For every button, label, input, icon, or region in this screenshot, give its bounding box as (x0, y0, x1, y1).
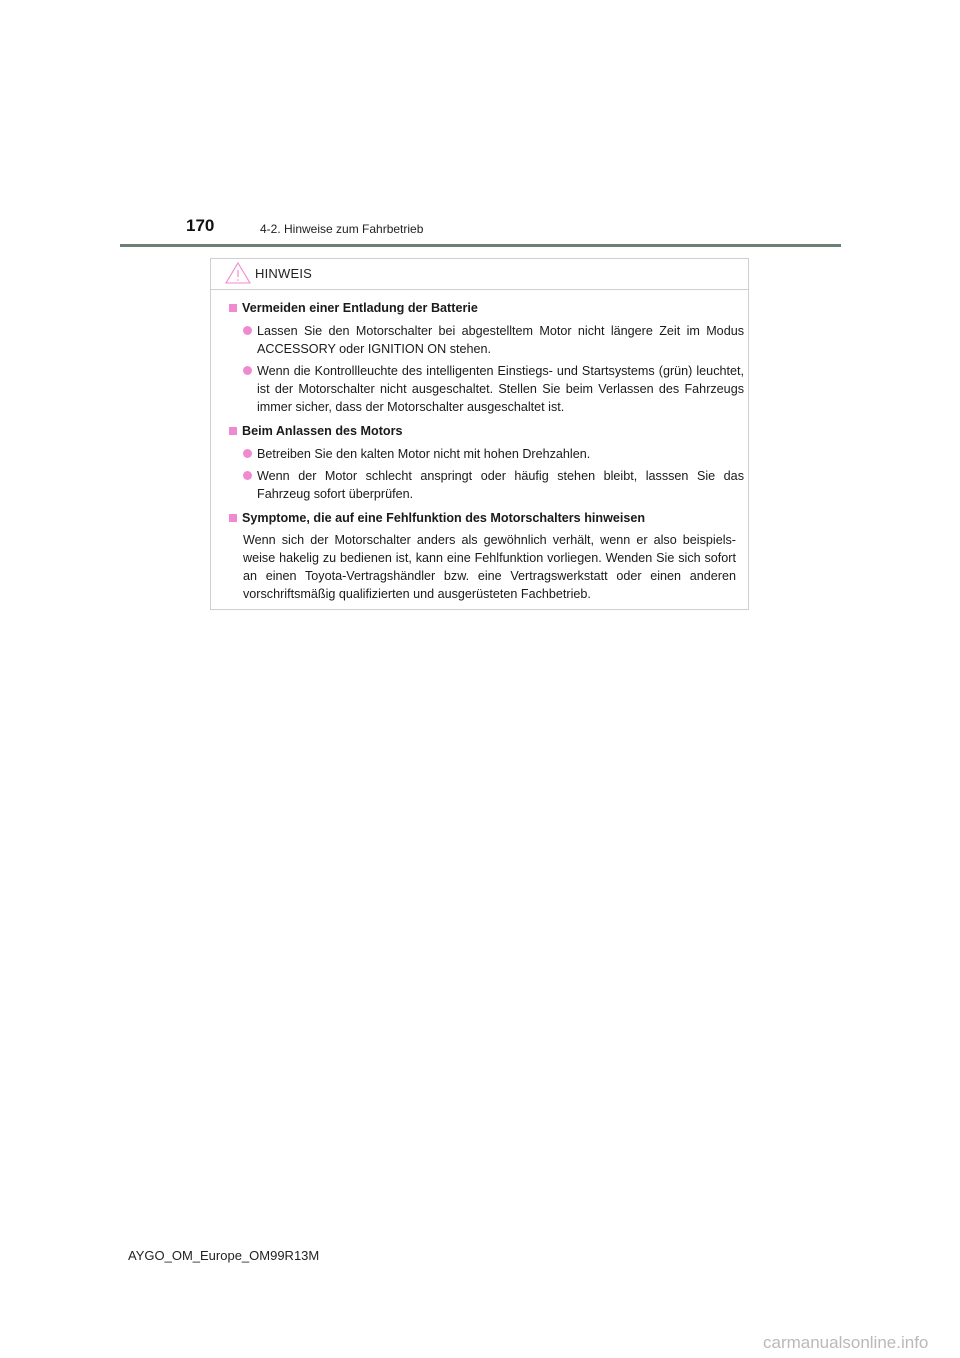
list-item-text: Wenn der Motor schlecht anspringt oder häufig stehen bleibt, lasssen Sie das Fahrzeug sofort überprüfen. (257, 469, 744, 501)
list-item (243, 467, 744, 503)
notice-body (211, 299, 750, 609)
topic-title-text: Vermeiden einer Entladung der Batterie (242, 301, 478, 315)
header-rule (120, 244, 841, 247)
square-bullet-icon (229, 514, 237, 522)
list-item-text: Betreiben Sie den kalten Motor nicht mit hohen Drehzahlen. (257, 447, 591, 461)
list-item-text: Lassen Sie den Motorschalter bei abgestelltem Motor nicht längere Zeit im Modus ACCESSORY oder IGNITION ON stehen. (257, 324, 744, 356)
notice-heading: HINWEIS (255, 266, 313, 281)
warning-triangle-icon (224, 261, 252, 285)
list-item (243, 322, 744, 358)
square-bullet-icon (229, 427, 237, 435)
watermark: carmanualsonline.info (763, 1333, 929, 1352)
notice-header (211, 259, 748, 290)
topic-title-text: Beim Anlassen des Motors (242, 424, 403, 438)
topic-title (229, 299, 744, 318)
square-bullet-icon (229, 304, 237, 312)
dot-bullet-icon (243, 366, 252, 375)
section-title: 4-2. Hinweise zum Fahrbetrieb (260, 222, 424, 236)
topic-title (229, 509, 744, 528)
document-code: AYGO_OM_Europe_OM99R13M (128, 1248, 320, 1263)
dot-bullet-icon (243, 449, 252, 458)
notice-box (210, 258, 749, 610)
dot-bullet-icon (243, 471, 252, 480)
topic-starting (211, 422, 750, 503)
topic-malfunction (211, 509, 750, 603)
topic-battery (211, 299, 750, 416)
page-number: 170 (186, 216, 215, 235)
list-item (243, 445, 744, 463)
topic-title (229, 422, 744, 441)
topic-title-text: Symptome, die auf eine Fehlfunktion des Motorschalters hinweisen (242, 511, 646, 525)
list-item-text: Wenn die Kontrollleuchte des intelligenten Einstiegs- und Startsystems (grün) leuchtet, ist der Motorschalter nicht ausgeschaltet. Stellen Sie beim Verlassen des Fahrzeugs immer sicher, dass der Motorschalter ausgeschaltet ist. (257, 364, 744, 414)
list-item (243, 362, 744, 416)
topic-paragraph: Wenn sich der Motorschalter anders als gewöhnlich verhält, wenn er also beispiels-weise hakelig zu bedienen ist, kann eine Fehlfunktion vorliegen. Wenden Sie sich sofort an einen Toyota-Vertragshändler bzw. eine Vertragswerkstatt oder einen anderen vorschriftsmäßig qualifizierten und ausgerüsteten Fachbetrieb. (243, 533, 736, 601)
dot-bullet-icon (243, 326, 252, 335)
